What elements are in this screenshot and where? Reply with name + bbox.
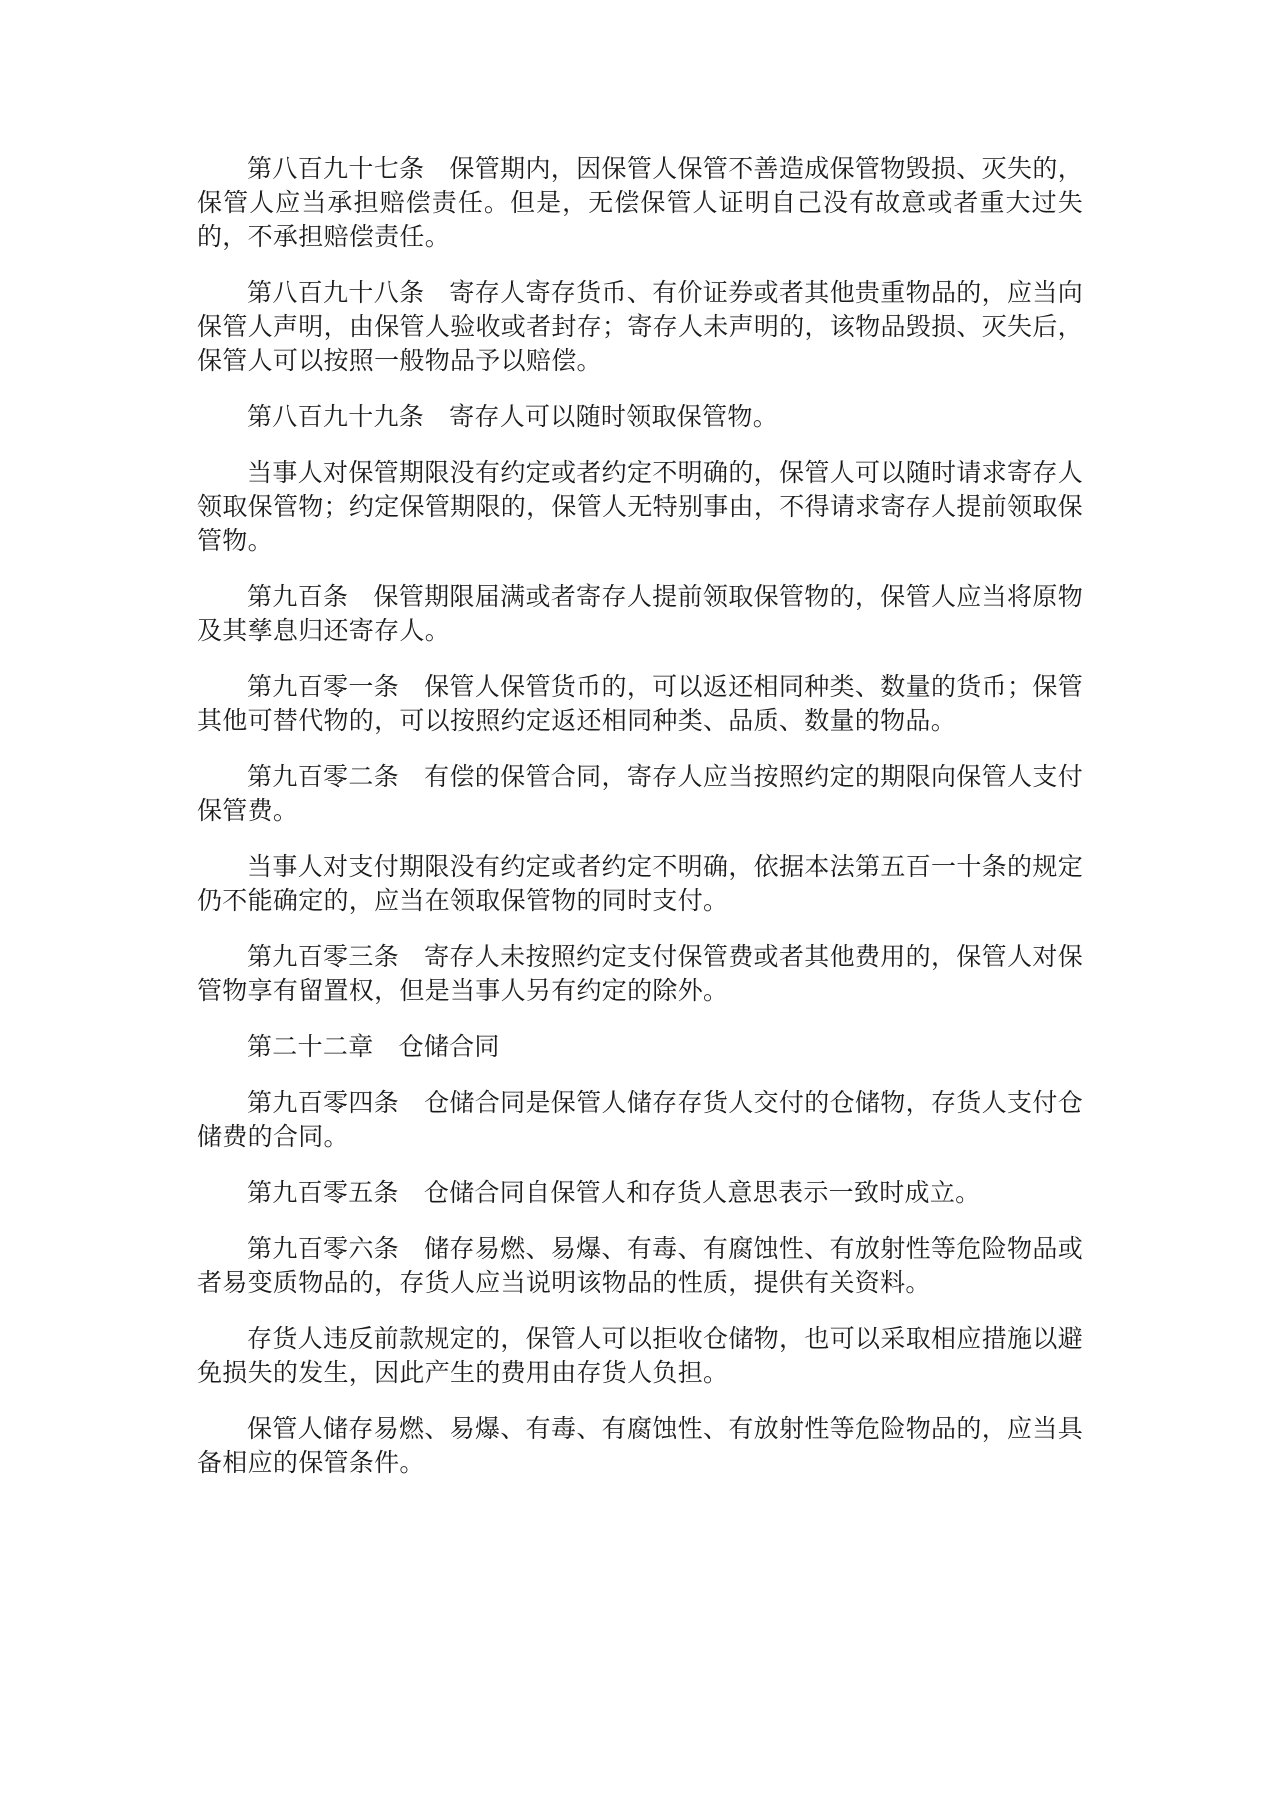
article-number: 第八百九十九条: [247, 402, 425, 431]
article-paragraph: [197, 1086, 1083, 1154]
article-number: 第八百九十七条: [247, 154, 425, 183]
article-paragraph: [197, 670, 1083, 738]
article-paragraph: [197, 1232, 1083, 1300]
chapter-title: 仓储合同: [398, 1032, 500, 1061]
article-text: 保管期限届满或者寄存人提前领取保管物的，保管人应当将原物及其孳息归还寄存人。: [197, 582, 1084, 645]
article-paragraph: [197, 1322, 1083, 1390]
article-paragraph: [197, 1176, 1083, 1210]
article-paragraph: [197, 580, 1083, 648]
article-text: 寄存人寄存货币、有价证券或者其他贵重物品的，应当向保管人声明，由保管人验收或者封存；寄存人未声明的，该物品毁损、灭失后，保管人可以按照一般物品予以赔偿。: [197, 278, 1083, 375]
article-number: 第九百零一条: [247, 672, 400, 701]
article-paragraph: [197, 940, 1083, 1008]
article-text: 保管期内，因保管人保管不善造成保管物毁损、灭失的，保管人应当承担赔偿责任。但是，无偿保管人证明自己没有故意或者重大过失的，不承担赔偿责任。: [197, 154, 1083, 251]
article-number: 第八百九十八条: [247, 278, 425, 307]
article-text: 寄存人可以随时领取保管物。: [449, 402, 779, 431]
article-paragraph: [197, 152, 1083, 254]
article-text: 当事人对支付期限没有约定或者约定不明确，依据本法第五百一十条的规定仍不能确定的，应当在领取保管物的同时支付。: [197, 852, 1083, 915]
article-text: 当事人对保管期限没有约定或者约定不明确的，保管人可以随时请求寄存人领取保管物；约定保管期限的，保管人无特别事由，不得请求寄存人提前领取保管物。: [197, 458, 1083, 555]
chapter-number: 第二十二章: [247, 1032, 374, 1061]
article-number: 第九百零六条: [247, 1234, 400, 1263]
article-number: 第九百零二条: [247, 762, 400, 791]
article-text: 保管人储存易燃、易爆、有毒、有腐蚀性、有放射性等危险物品的，应当具备相应的保管条件。: [197, 1414, 1083, 1477]
article-number: 第九百零三条: [247, 942, 400, 971]
article-number: 第九百零五条: [247, 1178, 399, 1207]
article-text: 仓储合同自保管人和存货人意思表示一致时成立。: [423, 1178, 981, 1207]
article-paragraph: [197, 400, 1083, 434]
document-body: [197, 152, 1083, 1502]
article-text: 保管人保管货币的，可以返还相同种类、数量的货币；保管其他可替代物的，可以按照约定返还相同种类、品质、数量的物品。: [197, 672, 1083, 735]
article-text: 储存易燃、易爆、有毒、有腐蚀性、有放射性等危险物品或者易变质物品的，存货人应当说明该物品的性质，提供有关资料。: [197, 1234, 1083, 1297]
article-number: 第九百条: [247, 582, 349, 611]
article-paragraph: [197, 1412, 1083, 1480]
article-paragraph: [197, 760, 1083, 828]
article-text: 寄存人未按照约定支付保管费或者其他费用的，保管人对保管物享有留置权，但是当事人另有约定的除外。: [197, 942, 1083, 1005]
article-text: 有偿的保管合同，寄存人应当按照约定的期限向保管人支付保管费。: [197, 762, 1083, 825]
article-text: 存货人违反前款规定的，保管人可以拒收仓储物，也可以采取相应措施以避免损失的发生，因此产生的费用由存货人负担。: [197, 1324, 1083, 1387]
chapter-heading: [197, 1030, 1083, 1064]
article-number: 第九百零四条: [247, 1088, 400, 1117]
article-paragraph: [197, 456, 1083, 558]
article-paragraph: [197, 850, 1083, 918]
article-paragraph: [197, 276, 1083, 378]
article-text: 仓储合同是保管人储存存货人交付的仓储物，存货人支付仓储费的合同。: [197, 1088, 1083, 1151]
